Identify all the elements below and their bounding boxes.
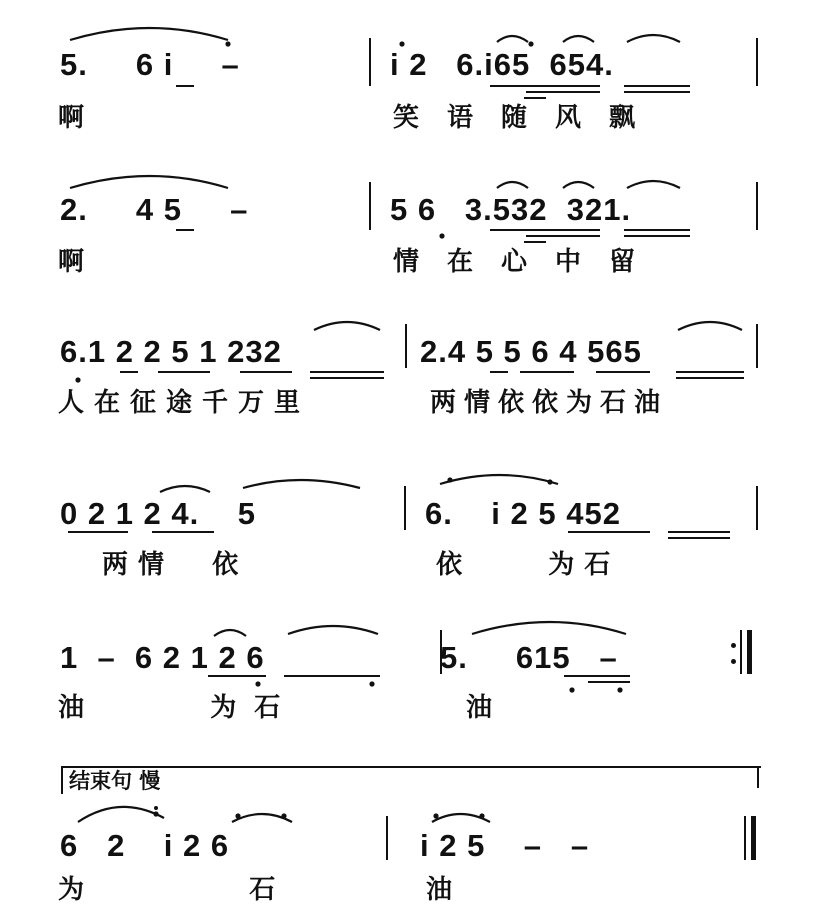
slur bbox=[472, 622, 626, 634]
octave-dot bbox=[75, 377, 80, 382]
system-4-lyric-b: 依 为石 bbox=[436, 550, 621, 580]
slur bbox=[243, 480, 360, 488]
coda-header: 结束句 慢 bbox=[69, 769, 161, 793]
coda-lyric-b: 油 bbox=[426, 875, 453, 905]
octave-dot bbox=[255, 681, 260, 686]
coda-lyric-a: 为 石 bbox=[58, 875, 296, 905]
octave-dot bbox=[369, 681, 374, 686]
measure: 6 2 i 2 6 bbox=[60, 828, 230, 863]
system-1-lyric-a: 啊 bbox=[58, 103, 85, 133]
measure: i 2 5 – – bbox=[420, 828, 590, 863]
system-3-lyric-a: 人在征途千万里 bbox=[58, 388, 311, 418]
measure: 2. 4 5 – bbox=[60, 192, 249, 227]
slur bbox=[627, 35, 680, 42]
slur bbox=[678, 322, 742, 330]
system-5-lyric-a: 油 为石 bbox=[58, 693, 299, 723]
slur bbox=[160, 486, 210, 492]
slur bbox=[563, 36, 594, 42]
system-2-lyric-a: 啊 bbox=[58, 247, 85, 277]
measure: 5 6 3.532 321. bbox=[390, 192, 632, 227]
octave-dot bbox=[547, 479, 552, 484]
slur bbox=[563, 182, 594, 188]
slur bbox=[627, 181, 680, 188]
octave-dot bbox=[569, 687, 574, 692]
slur bbox=[314, 322, 380, 330]
measure: 1 – 6 2 1 2 6 bbox=[60, 640, 265, 675]
measure: 6. i 2 5 452 bbox=[425, 496, 621, 531]
measure: 0 2 1 2 4. 5 bbox=[60, 496, 256, 531]
system-3-lyric-b: 两情依依为石油 bbox=[430, 388, 669, 418]
measure: 6.1 2 2 5 1 232 bbox=[60, 334, 282, 369]
octave-dot bbox=[225, 41, 230, 46]
measure: 2.4 5 5 6 4 565 bbox=[420, 334, 642, 369]
octave-dot bbox=[439, 233, 444, 238]
fermata-dot bbox=[154, 806, 158, 810]
measure: 5. 615 – bbox=[440, 640, 618, 675]
octave-dot bbox=[447, 477, 452, 482]
slur bbox=[288, 626, 378, 634]
octave-dot bbox=[281, 813, 286, 818]
slur bbox=[78, 807, 164, 822]
octave-dot bbox=[399, 41, 404, 46]
octave-dot bbox=[479, 813, 484, 818]
octave-dot bbox=[528, 41, 533, 46]
slur bbox=[214, 630, 246, 636]
octave-dot bbox=[235, 813, 240, 818]
octave-dot bbox=[433, 813, 438, 818]
system-2-lyric-b: 情在心中留 bbox=[393, 247, 664, 277]
slur bbox=[440, 475, 558, 484]
system-5-lyric-b: 油 bbox=[466, 693, 493, 723]
slur bbox=[497, 182, 528, 188]
slur bbox=[70, 176, 228, 188]
slur bbox=[70, 28, 228, 40]
measure: 5. 6 i – bbox=[60, 47, 240, 82]
system-4-lyric-a: 两情 依 bbox=[102, 550, 249, 580]
slur bbox=[497, 36, 528, 42]
system-1-lyric-b: 笑语随风飘 bbox=[393, 103, 664, 133]
octave-dot bbox=[617, 687, 622, 692]
measure: i 2 6.i65 654. bbox=[390, 47, 614, 82]
octave-dot bbox=[153, 811, 158, 816]
